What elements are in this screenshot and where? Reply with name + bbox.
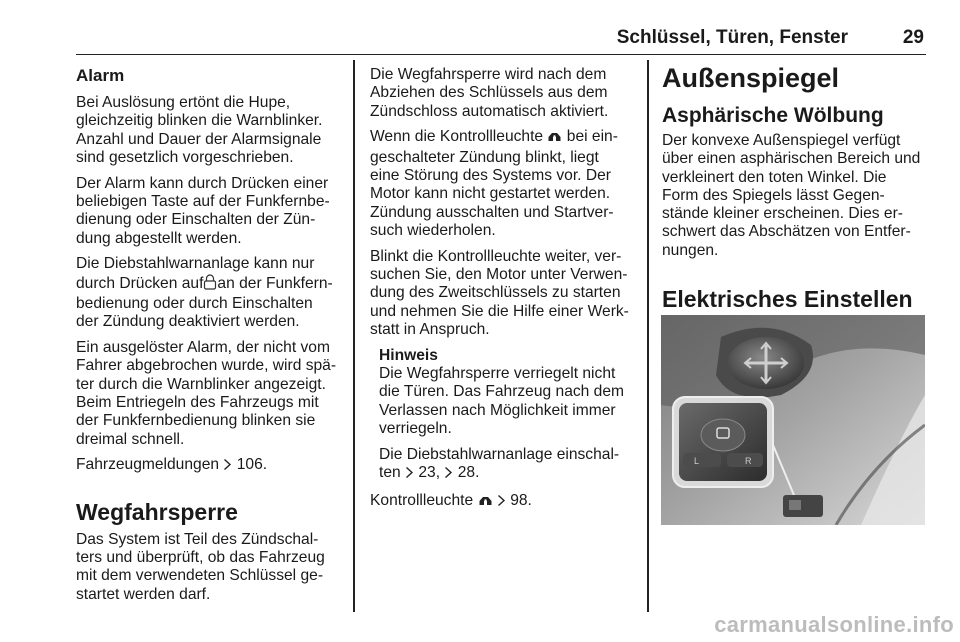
text-line: schwert das Abschätzen von Entfer‐	[662, 223, 911, 241]
text-line: stände kleiner erscheinen. Dies er‐	[662, 205, 903, 223]
page-header	[76, 26, 926, 55]
text-line: dienung oder Einschalten der Zün‐	[76, 211, 316, 229]
text-line: dung des Zweitschlüssels zu starten	[370, 284, 621, 302]
section-heading-aussenspiegel: Außenspiegel	[662, 63, 840, 93]
page-reference-link[interactable]: 106.	[236, 456, 268, 474]
text-fragment: Wenn die Kontrollleuchte	[370, 128, 544, 146]
page-number: 29	[902, 27, 924, 48]
text-line: nungen.	[662, 241, 719, 259]
mirror-control-photo	[661, 315, 925, 525]
immobilizer-warning-icon	[478, 494, 493, 512]
text-line: Anzahl und Dauer der Alarmsignale	[76, 130, 322, 148]
text-line: ter durch die Warnblinker angezeigt.	[76, 375, 326, 393]
text-fragment: durch Drücken auf	[76, 274, 204, 292]
page-reference-link[interactable]: 23,	[418, 463, 441, 481]
text-line: dung abgestellt werden.	[76, 229, 242, 247]
page-reference-link[interactable]: 98.	[510, 491, 532, 509]
text-fragment: ten	[379, 463, 401, 481]
text-line: statt in Anspruch.	[370, 320, 490, 338]
paragraph	[662, 132, 932, 260]
page-reference-link[interactable]: 28.	[457, 463, 480, 481]
paragraph	[76, 339, 346, 449]
text-fragment: Kontrollleuchte	[370, 491, 474, 509]
immobilizer-warning-icon	[547, 130, 562, 148]
watermark: carmanualsonline.info	[714, 612, 954, 637]
column-right	[662, 62, 932, 312]
subsection-heading-elektrisch: Elektrisches Einstellen	[662, 286, 913, 313]
lock-button-icon	[203, 274, 217, 295]
paragraph	[76, 456, 346, 476]
text-line	[370, 128, 638, 148]
section-heading-wegfahrsperre: Wegfahrsperre	[76, 498, 238, 525]
text-line: sind gesetzlich vorgeschrieben.	[76, 148, 294, 166]
paragraph	[370, 66, 638, 121]
paragraph	[76, 94, 346, 167]
text-line: geschalteter Zündung blinkt, liegt	[370, 148, 599, 166]
text-line: Verlassen nach Möglichkeit immer	[379, 401, 616, 419]
paragraph	[370, 492, 638, 512]
text-line	[379, 464, 638, 484]
reference-arrow-icon	[497, 494, 506, 512]
paragraph	[76, 175, 346, 248]
column-divider	[647, 60, 649, 612]
subsection-heading-aspharisch: Asphärische Wölbung	[662, 104, 884, 127]
text-line: Motor kann nicht gestartet werden.	[370, 185, 611, 203]
text-line: Ein ausgelöster Alarm, der nicht vom	[76, 339, 330, 357]
paragraph	[370, 248, 638, 339]
text-line: Die Diebstahlwarnanlage einschal‐	[379, 445, 620, 463]
text-line: mit dem verwendeten Schlüssel ge‐	[76, 567, 324, 585]
paragraph	[76, 255, 346, 331]
text-line: suchen Sie, den Motor unter Verwen‐	[370, 265, 628, 283]
text-line: Das System ist Teil des Zündschal‐	[76, 530, 319, 548]
text-line: und nehmen Sie die Hilfe einer Werk‐	[370, 302, 629, 320]
paragraph	[76, 531, 346, 604]
text-line: gleichzeitig blinken die Warnblinker.	[76, 112, 323, 130]
text-line: Der Alarm kann durch Drücken einer	[76, 174, 329, 192]
text-line: such wiederholen.	[370, 221, 496, 239]
svg-text:L: L	[694, 456, 700, 466]
paragraph	[379, 446, 638, 485]
column-divider	[353, 60, 355, 612]
text-line: Form des Spiegels lässt Gegen‐	[662, 186, 885, 204]
reference-arrow-icon	[405, 466, 414, 484]
text-line: die Türen. Das Fahrzeug nach dem	[379, 383, 625, 401]
text-line: über einen asphärischen Bereich und	[662, 150, 921, 168]
paragraph	[370, 128, 638, 240]
text-line: Die Diebstahlwarnanlage kann nur	[76, 255, 315, 273]
text-line: verkleinert den toten Winkel. Die	[662, 168, 887, 186]
paragraph	[379, 365, 638, 438]
column-middle	[370, 66, 638, 520]
text-line: der Funkfernbedienung blinken sie	[76, 412, 316, 430]
text-line: der Zündung deaktiviert werden.	[76, 313, 300, 331]
reference-arrow-icon	[444, 466, 453, 484]
text-line: Bei Auslösung ertönt die Hupe,	[76, 94, 291, 111]
text-line: Blinkt die Kontrollleuchte weiter, ver‐	[370, 247, 622, 265]
text-line: Der konvexe Außenspiegel verfügt	[662, 132, 901, 149]
text-line	[76, 274, 346, 295]
reference-arrow-icon	[223, 458, 232, 476]
text-line: bedienung oder durch Einschalten	[76, 294, 313, 312]
text-line: beliebigen Taste auf der Funkfernbe‐	[76, 192, 330, 210]
note-heading: Hinweis	[379, 346, 438, 364]
text-line: Zündung ausschalten und Startver‐	[370, 203, 614, 221]
text-line: Die Wegfahrsperre verriegelt nicht	[379, 364, 616, 382]
note-box	[370, 347, 638, 485]
text-fragment: an der Funkfern‐	[217, 274, 333, 292]
text-line: Die Wegfahrsperre wird nach dem	[370, 66, 607, 83]
text-line: dreimal schnell.	[76, 430, 185, 448]
svg-text:R: R	[745, 456, 752, 466]
text-line: startet werden darf.	[76, 585, 211, 603]
column-left	[76, 66, 346, 611]
text-line: Fahrer abgebrochen wurde, wird spä‐	[76, 357, 337, 375]
text-line: Beim Entriegeln des Fahrzeugs mit	[76, 393, 319, 411]
section-heading-alarm: Alarm	[76, 66, 125, 85]
text-line: eine Störung des Systems vor. Der	[370, 166, 611, 184]
text-line: ters und überprüft, ob das Fahrzeug	[76, 548, 325, 566]
text-line: Abziehen des Schlüssels aus dem	[370, 84, 608, 102]
text-line: Zündschloss automatisch aktiviert.	[370, 102, 609, 120]
chapter-title: Schlüssel, Türen, Fenster	[616, 27, 848, 48]
text-fragment: Fahrzeugmeldungen	[76, 456, 220, 474]
text-line: verriegeln.	[379, 419, 452, 437]
text-fragment: bei ein‐	[566, 128, 618, 146]
